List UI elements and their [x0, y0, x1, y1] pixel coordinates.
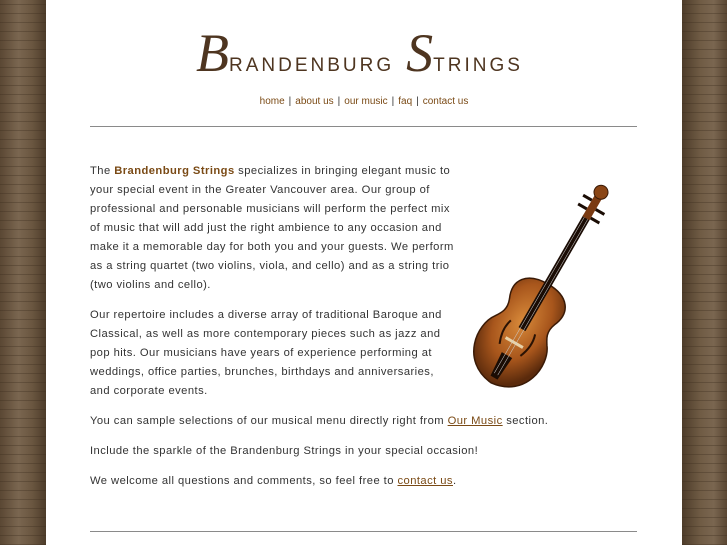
repertoire-paragraph: Our repertoire includes a diverse array of traditional Baroque and Classical, as well as more contemporary pieces such as jazz and pop hits. Our musicians have years of experience performing at weddings, office parties, brunches, birthdays and anniversaries, and corporate events.: [90, 309, 442, 397]
contact-paragraph: We welcome all questions and comments, so feel free to contact us.: [90, 475, 457, 487]
logo-word-2: STRINGS: [406, 23, 523, 83]
nav-our-music[interactable]: our music: [344, 96, 388, 107]
background-sheet-music-right: [682, 0, 727, 545]
main-nav: home | about us | our music | faq | contact us: [259, 96, 469, 107]
sparkle-paragraph: Include the sparkle of the Brandenburg Strings in your special occasion!: [90, 445, 479, 457]
contact-us-link[interactable]: contact us: [397, 475, 453, 487]
main-content: [90, 162, 549, 502]
nav-faq[interactable]: faq: [398, 96, 413, 107]
divider-top: [90, 126, 637, 127]
nav-contact-us[interactable]: contact us: [422, 96, 469, 107]
divider-bottom: [90, 531, 637, 532]
intro-paragraph: The Brandenburg Strings specializes in bringing elegant music to your special event in the Greater Vancouver area. Our group of professional and personable musicians will perform the perfect mix of music that will add just the right ambience to any occasion and make it a memorable day for both you and your guests. We perform as a string quartet (two violins, viola, and cello) and as a string trio (two violins and cello).: [90, 165, 454, 291]
nav-about-us[interactable]: about us: [295, 96, 334, 107]
nav-home[interactable]: home: [259, 96, 285, 107]
logo-word-1: BRANDENBURG: [196, 23, 395, 83]
background-sheet-music-left: [0, 0, 46, 545]
site-logo[interactable]: [196, 23, 532, 90]
page-container: [46, 0, 682, 545]
our-music-link[interactable]: Our Music: [447, 415, 503, 427]
violin-image: [458, 165, 630, 417]
brand-name: Brandenburg Strings: [114, 165, 235, 177]
sample-paragraph: You can sample selections of our musical menu directly right from Our Music section.: [90, 415, 549, 427]
